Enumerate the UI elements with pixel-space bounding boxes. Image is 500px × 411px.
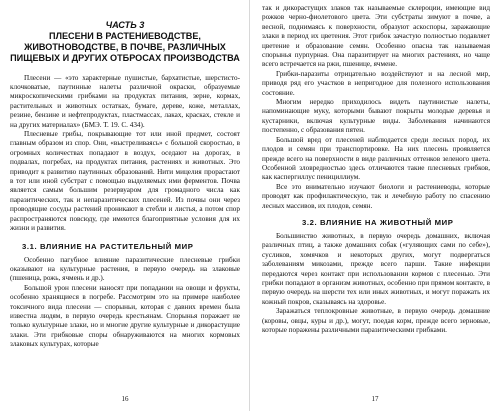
page-number: 16 <box>121 395 129 403</box>
right-page <box>250 0 500 411</box>
paragraph: Особенно пагубное влияние паразитические плесневые грибки оказывают на культурные растения, в первую очередь на злаковые (пшеница, рожь, ячмень и др.). <box>10 255 240 283</box>
part-title-line: ПЛЕСЕНИ В РАСТЕНИЕВОДСТВЕ, <box>49 31 201 41</box>
part-title-line: ПИЩЕВЫХ И ДРУГИХ ОТБРОСАХ ПРОИЗВОДСТВА <box>10 53 240 64</box>
paragraph: Большой урон плесени наносят при попадании на овощи и фрукты, особенно хранящиеся в погребе. Рассмотрим это на примере наиболее токсичного вида плесени — спорыньи, которая с давних времен была известна людям, в первую очередь крестьянам. Спорынья поражает не только культурные злаки, но и многие другие культурные и дикорастущие злаки. Эти грибковые споры обнаруживаются на многих кормовых злаковых культурах, которые <box>10 283 240 349</box>
paragraph: Многим нередко приходилось видеть паутинистые налеты, напоминающие муку, которыми бывают покрыты молодые деревья и кустарники, включая культурные виды. Заболевания начинаются постепенно, с образования пятен. <box>262 98 490 135</box>
paragraph: Большинство животных, в первую очередь домашних, включая различных птиц, а также домашних собак («гуляющих сами по себе»), сусликов, хомячков и некоторых других, могут подвергаться заболеваниям микозами, прежде всего парши. Такие инфекции передаются через контакт при использовании кормов с плесенью. Эти грибки попадают в организм животных, особенно при прямом контакте, в первую очередь на шерсти тех или иных животных, и могут поражать их кожный покров, сказываясь на здоровье. <box>262 231 490 306</box>
paragraph: Плесневые грибы, покрывающие тот или иной предмет, состоят главным образом из спор. Они, «выстреливаясь» с большой скоростью, в огромных количествах попадают в воздух, оседают на дорогах, в подвалах, погребах, на продуктах питания, растениях и животных. Это приводит к развитию паутинных образований. Нити мицелия прорастают в тот или иной субстрат с помощью выделяемых ими ферментов. Почва является самым большим резервуаром для громадного числа как паразитических, так и непаразитических плесеней. Из почвы они через проводящие сосуды растений проникают в стебли и листья, а потом спор распространяются повсюду, где имеются благоприятные условия для их жизни и развития. <box>10 130 240 233</box>
paragraph: Все это внимательно изучают биологи и растениеводы, которые проводят как профилактическую, так и лечебную работу по спасению лесных массивов, их плодов, семян. <box>262 182 490 210</box>
paragraph: Большой вред от плесеней наблюдается среди лесных пород, их плодов и семян при транспортировке. На них плесень проявляется прежде всего на поверхности в виде различных оттенков зеленого цвета. Особенной зловредностью здесь отличаются такие плесневых грибков, как каспергиллус пенициллиум. <box>262 135 490 182</box>
paragraph: Плесени — «это характерные пушистые, бархатистые, шерстисто-клочковатые, паутинные налеты различной окраски, образуемые микроскопическими грибками на продуктах питания, зерне, кормах, растительных и животных остатках, бумаге, дереве, коже, металлах, резине, бензине и нефтепродуктах, пластмассах, лаках, красках, стекле и на других материалах» (БМЭ. Т. 19. С. 434). <box>10 73 240 129</box>
paragraph: Заражаться теплокровные животные, в первую очередь домашние (коровы, овцы, куры и др.), могут, поедая корм, прежде всего зерновые, которые поражены различными паразитическими грибками. <box>262 307 490 334</box>
page-number: 17 <box>371 395 379 403</box>
section-heading: 3.2. ВЛИЯНИЕ НА ЖИВОТНЫЙ МИР <box>302 217 454 227</box>
part-title-line: ЖИВОТНОВОДСТВЕ, В ПОЧВЕ, РАЗЛИЧНЫХ <box>24 42 226 53</box>
section-heading: 3.1. ВЛИЯНИЕ НА РАСТИТЕЛЬНЫЙ МИР <box>22 241 194 251</box>
paragraph: Грибки-паразиты отрицательно воздействуют и на лесной мир, приводя ряд его участков в непригодное для полезного использования состояние. <box>262 69 490 97</box>
paragraph: так и дикорастущих злаков так называемые склероции, имеющие вид рожков черно-фиолетового цвета. Эти субстраты зимуют в почве, а весной, поднимаясь к поверхности, образуют аскоспоры, заражающие злаки в период их цветения. Этот грибок зачастую полностью подавляет цветение и образование семян. Особенно опасна так называемая спорынья пурпурная. Она паразитирует на многих растениях, но чаще всего встречается на ржи, пшенице, ячмене. <box>262 4 490 69</box>
part-title <box>10 31 240 65</box>
part-label: ЧАСТЬ 3 <box>105 20 145 30</box>
